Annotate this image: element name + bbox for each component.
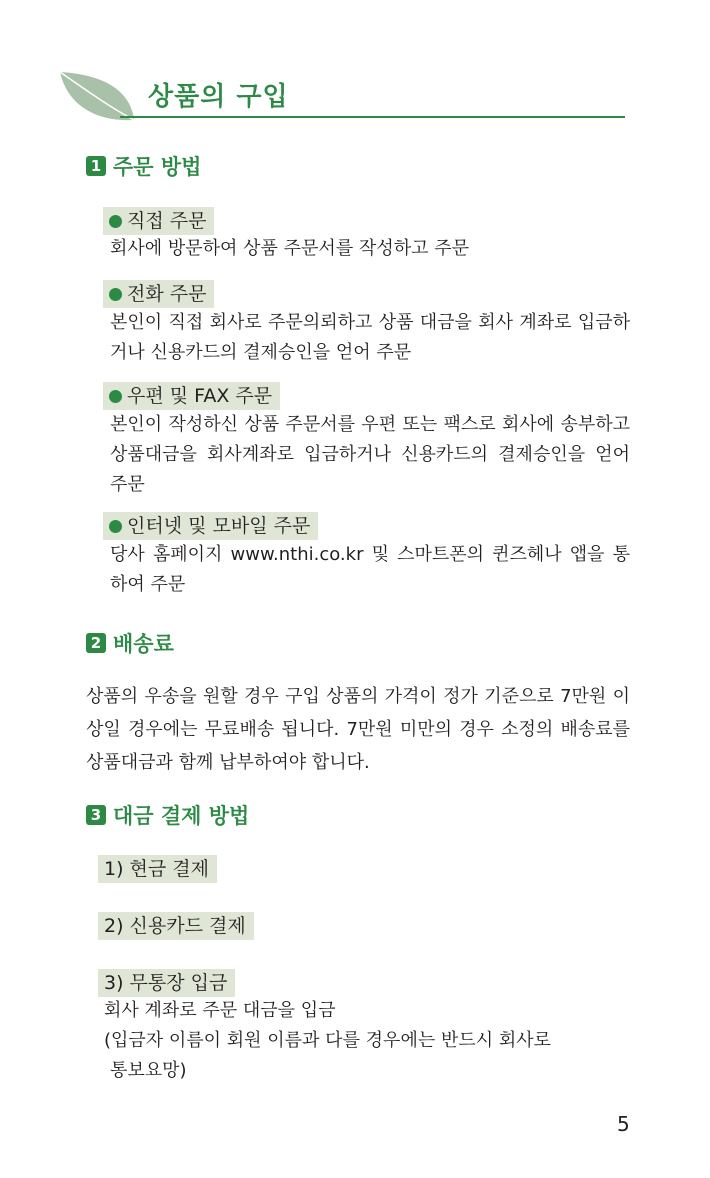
bank-transfer-text (104, 996, 624, 1086)
page-title: 상품의 구입 (148, 82, 289, 112)
subheading-direct-order (103, 207, 214, 235)
bullet-dot-icon (109, 520, 122, 533)
section-number-badge: 1 (86, 156, 106, 176)
subheading-card-payment (98, 912, 254, 940)
subheading-label: 전화 주문 (127, 283, 207, 305)
bank-transfer-note: (입금자 이름이 회원 이름과 다를 경우에는 반드시 회사로 (104, 1030, 551, 1051)
bullet-dot-icon (109, 288, 122, 301)
section-number-badge: 2 (86, 633, 106, 653)
section-title: 주문 방법 (113, 155, 202, 179)
subheading-mail-fax-order (103, 382, 280, 410)
subheading-label: 3) 무통장 입금 (104, 972, 228, 994)
title-rule (120, 116, 625, 118)
section-title: 배송료 (113, 632, 174, 656)
subheading-label: 2) 신용카드 결제 (104, 915, 246, 937)
shipping-text: 상품의 우송을 원할 경우 구입 상품의 가격이 정가 기준으로 7만원 이상일 경우에는 무료배송 됩니다. 7만원 미만의 경우 소정의 배송료를 상품대금과 함께 납부하여야 합니다. (86, 686, 630, 773)
subheading-label: 1) 현금 결제 (104, 858, 209, 880)
subheading-label: 인터넷 및 모바일 주문 (127, 515, 311, 537)
bank-transfer-line: 회사 계좌로 주문 대금을 입금 (104, 1000, 336, 1021)
section-shipping-heading (86, 628, 174, 658)
phone-order-text: 본인이 직접 회사로 주문의뢰하고 상품 대금을 회사 계좌로 입금하거나 신용카드의 결제승인을 얻어 주문 (110, 312, 630, 363)
section-title: 대금 결제 방법 (113, 804, 250, 828)
subheading-label: 우편 및 FAX 주문 (127, 385, 273, 407)
section-payment-heading (86, 800, 249, 830)
subheading-cash-payment (98, 855, 217, 883)
subheading-label: 직접 주문 (127, 210, 207, 232)
subheading-phone-order (103, 280, 214, 308)
bank-transfer-note-cont: 통보요망) (110, 1060, 187, 1081)
section-number-badge: 3 (86, 805, 106, 825)
subheading-internet-mobile-order (103, 512, 318, 540)
internet-mobile-order-text: 당사 홈페이지 www.nthi.co.kr 및 스마트폰의 퀸즈헤나 앱을 통하여 주문 (110, 544, 630, 595)
bullet-dot-icon (109, 215, 122, 228)
bullet-dot-icon (109, 390, 122, 403)
subheading-bank-transfer (98, 969, 235, 997)
section-ordering-heading (86, 151, 201, 181)
mail-fax-order-text: 본인이 작성하신 상품 주문서를 우편 또는 팩스로 회사에 송부하고 상품대금을 회사계좌로 입금하거나 신용카드의 결제승인을 얻어 주문 (110, 414, 630, 495)
direct-order-text: 회사에 방문하여 상품 주문서를 작성하고 주문 (110, 238, 469, 259)
page-number: 5 (617, 1112, 630, 1136)
